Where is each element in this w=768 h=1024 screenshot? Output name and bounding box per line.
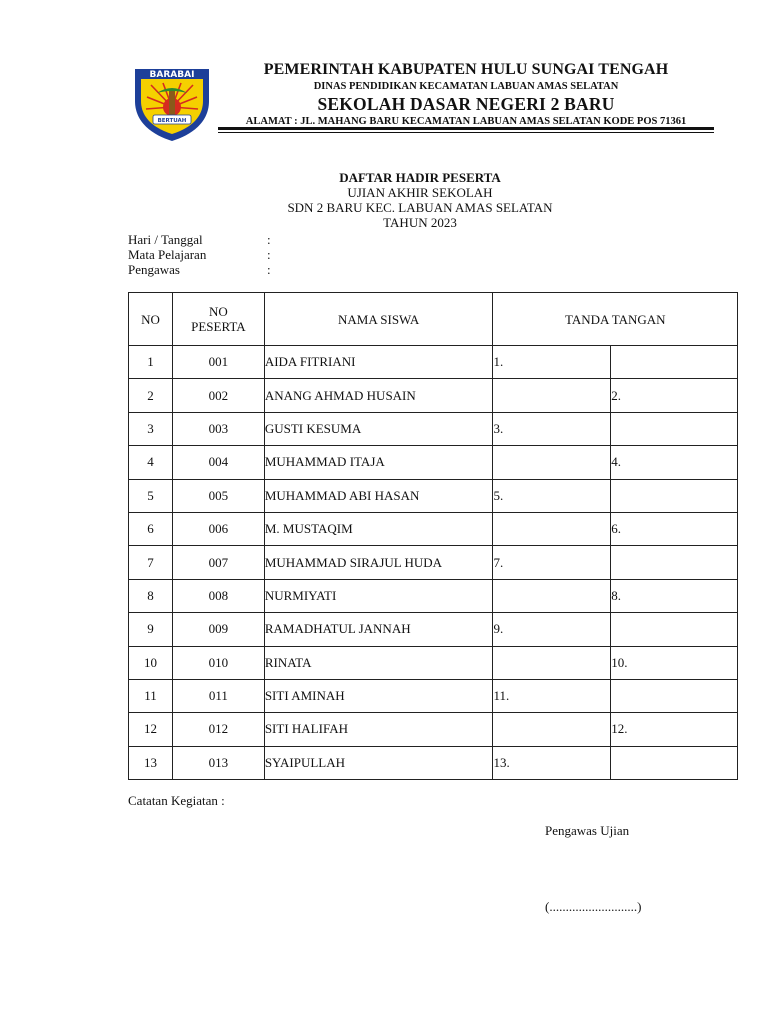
document-title xyxy=(120,170,720,230)
cell-signature-right[interactable] xyxy=(611,412,738,445)
cell-no-peserta: 011 xyxy=(172,679,264,712)
cell-signature-right[interactable] xyxy=(611,546,738,579)
cell-no-peserta: 012 xyxy=(172,713,264,746)
info-colon: : xyxy=(267,262,271,277)
cell-no-peserta: 003 xyxy=(172,412,264,445)
table-row xyxy=(129,512,738,545)
table-row xyxy=(129,479,738,512)
title-line-2: UJIAN AKHIR SEKOLAH xyxy=(347,185,493,200)
info-colon: : xyxy=(267,232,271,247)
header-no-peserta-line2: PESERTA xyxy=(191,319,246,334)
supervisor-signature-line: (...........................) xyxy=(545,899,642,914)
activity-notes-label: Catatan Kegiatan : xyxy=(128,793,225,808)
cell-no: 9 xyxy=(129,613,173,646)
letterhead xyxy=(218,60,714,129)
cell-signature-left[interactable] xyxy=(493,646,611,679)
cell-nama-siswa: ANANG AHMAD HUSAIN xyxy=(264,379,493,412)
table-row xyxy=(129,646,738,679)
cell-no-peserta: 004 xyxy=(172,446,264,479)
attendance-table xyxy=(128,292,738,780)
cell-signature-left[interactable]: 13. xyxy=(493,746,611,779)
letterhead-address: ALAMAT : JL. MAHANG BARU KECAMATAN LABUAN AMAS SELATAN KODE POS 71361 xyxy=(245,116,687,127)
cell-no: 7 xyxy=(129,546,173,579)
cell-no: 13 xyxy=(129,746,173,779)
cell-signature-right[interactable]: 10. xyxy=(611,646,738,679)
table-row xyxy=(129,746,738,779)
info-colon: : xyxy=(267,247,271,262)
info-label: Pengawas xyxy=(128,262,180,277)
cell-nama-siswa: MUHAMMAD ITAJA xyxy=(264,446,493,479)
info-row-supervisor xyxy=(128,262,428,277)
cell-nama-siswa: SITI AMINAH xyxy=(264,679,493,712)
cell-nama-siswa: M. MUSTAQIM xyxy=(264,512,493,545)
cell-no: 12 xyxy=(129,713,173,746)
cell-nama-siswa: RAMADHATUL JANNAH xyxy=(264,613,493,646)
title-line-1: DAFTAR HADIR PESERTA xyxy=(339,170,501,185)
supervisor-signature-title: Pengawas Ujian xyxy=(545,823,630,838)
letterhead-rule-thick xyxy=(218,127,714,130)
cell-no: 4 xyxy=(129,446,173,479)
cell-signature-right[interactable] xyxy=(611,613,738,646)
cell-no: 10 xyxy=(129,646,173,679)
cell-signature-right[interactable]: 6. xyxy=(611,512,738,545)
header-nama-siswa: NAMA SISWA xyxy=(264,293,493,346)
cell-no-peserta: 008 xyxy=(172,579,264,612)
letterhead-department: DINAS PENDIDIKAN KECAMATAN LABUAN AMAS SELATAN xyxy=(313,81,619,92)
cell-signature-left[interactable]: 9. xyxy=(493,613,611,646)
header-no-peserta xyxy=(172,293,264,346)
cell-signature-left[interactable]: 3. xyxy=(493,412,611,445)
cell-no: 5 xyxy=(129,479,173,512)
table-row xyxy=(129,412,738,445)
cell-no: 8 xyxy=(129,579,173,612)
cell-no-peserta: 001 xyxy=(172,346,264,379)
cell-nama-siswa: SYAIPULLAH xyxy=(264,746,493,779)
cell-nama-siswa: MUHAMMAD SIRAJUL HUDA xyxy=(264,546,493,579)
cell-signature-left[interactable] xyxy=(493,446,611,479)
cell-no: 11 xyxy=(129,679,173,712)
info-row-date xyxy=(128,232,428,247)
cell-no: 3 xyxy=(129,412,173,445)
school-emblem-icon xyxy=(131,63,213,143)
table-row xyxy=(129,446,738,479)
cell-no-peserta: 010 xyxy=(172,646,264,679)
cell-signature-right[interactable] xyxy=(611,746,738,779)
cell-no-peserta: 007 xyxy=(172,546,264,579)
cell-no-peserta: 009 xyxy=(172,613,264,646)
cell-signature-right[interactable]: 4. xyxy=(611,446,738,479)
title-line-3: SDN 2 BARU KEC. LABUAN AMAS SELATAN xyxy=(287,200,553,215)
table-row xyxy=(129,346,738,379)
title-line-4: TAHUN 2023 xyxy=(383,215,457,230)
table-header-row xyxy=(129,293,738,346)
header-no-peserta-line1: NO xyxy=(208,304,228,319)
logo-ribbon: BERTUAH xyxy=(157,118,187,124)
info-label: Hari / Tanggal xyxy=(128,232,203,247)
cell-signature-left[interactable] xyxy=(493,713,611,746)
table-row xyxy=(129,579,738,612)
cell-no: 2 xyxy=(129,379,173,412)
cell-signature-left[interactable]: 7. xyxy=(493,546,611,579)
cell-no: 6 xyxy=(129,512,173,545)
cell-signature-right[interactable] xyxy=(611,479,738,512)
exam-info xyxy=(128,232,428,277)
cell-signature-left[interactable] xyxy=(493,379,611,412)
table-row xyxy=(129,546,738,579)
cell-no-peserta: 006 xyxy=(172,512,264,545)
cell-nama-siswa: SITI HALIFAH xyxy=(264,713,493,746)
cell-signature-left[interactable] xyxy=(493,579,611,612)
letterhead-government: PEMERINTAH KABUPATEN HULU SUNGAI TENGAH xyxy=(263,61,669,78)
cell-signature-left[interactable] xyxy=(493,512,611,545)
cell-no-peserta: 002 xyxy=(172,379,264,412)
cell-signature-left[interactable]: 1. xyxy=(493,346,611,379)
header-tanda-tangan: TANDA TANGAN xyxy=(493,293,738,346)
cell-signature-left[interactable]: 11. xyxy=(493,679,611,712)
table-row xyxy=(129,713,738,746)
cell-signature-right[interactable]: 8. xyxy=(611,579,738,612)
cell-nama-siswa: AIDA FITRIANI xyxy=(264,346,493,379)
cell-nama-siswa: MUHAMMAD ABI HASAN xyxy=(264,479,493,512)
info-row-subject xyxy=(128,247,428,262)
cell-signature-right[interactable] xyxy=(611,679,738,712)
cell-nama-siswa: GUSTI KESUMA xyxy=(264,412,493,445)
letterhead-school: SEKOLAH DASAR NEGERI 2 BARU xyxy=(317,94,615,114)
header-no: NO xyxy=(129,293,173,346)
cell-signature-right[interactable]: 12. xyxy=(611,713,738,746)
table-row xyxy=(129,379,738,412)
cell-signature-right[interactable]: 2. xyxy=(611,379,738,412)
info-label: Mata Pelajaran xyxy=(128,247,207,262)
cell-nama-siswa: NURMIYATI xyxy=(264,579,493,612)
cell-no: 1 xyxy=(129,346,173,379)
logo-text: BARABAI xyxy=(149,70,195,80)
cell-signature-left[interactable]: 5. xyxy=(493,479,611,512)
cell-no-peserta: 005 xyxy=(172,479,264,512)
table-row xyxy=(129,679,738,712)
cell-signature-right[interactable] xyxy=(611,346,738,379)
cell-nama-siswa: RINATA xyxy=(264,646,493,679)
cell-no-peserta: 013 xyxy=(172,746,264,779)
table-row xyxy=(129,613,738,646)
letterhead-rule-thin xyxy=(218,132,714,133)
